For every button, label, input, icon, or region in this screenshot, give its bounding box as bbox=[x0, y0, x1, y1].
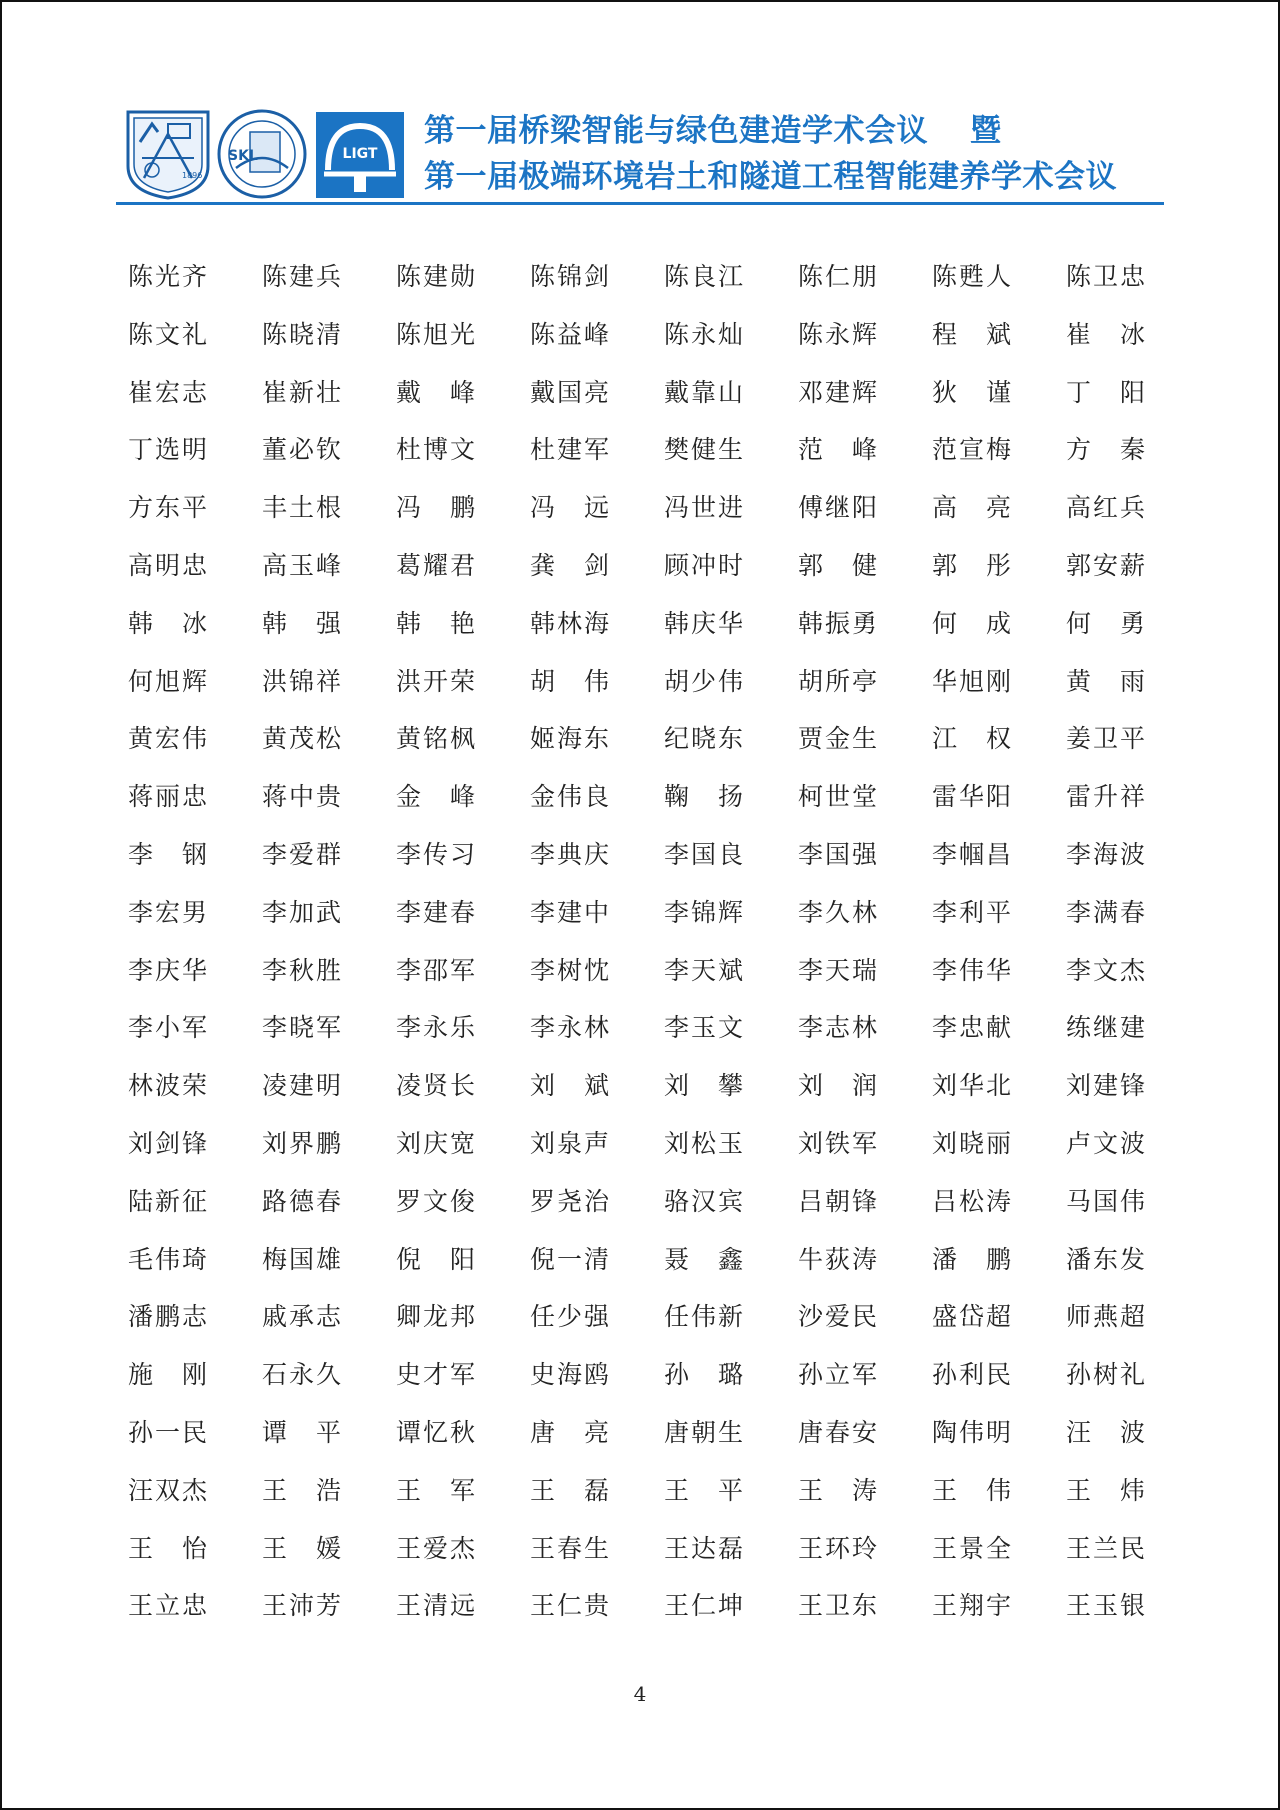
name-entry: 孙树礼 bbox=[1066, 1360, 1148, 1390]
name-entry: 杜博文 bbox=[396, 435, 478, 465]
name-entry: 高 亮 bbox=[932, 493, 1014, 523]
name-entry: 方东平 bbox=[128, 493, 210, 523]
university-logo bbox=[122, 108, 214, 200]
name-entry: 孙立军 bbox=[798, 1360, 880, 1390]
name-entry: 杜建军 bbox=[530, 435, 612, 465]
name-entry: 范宣梅 bbox=[932, 435, 1014, 465]
name-entry: 沙爱民 bbox=[798, 1302, 880, 1332]
name-entry: 陆新征 bbox=[128, 1186, 210, 1216]
name-entry: 练继建 bbox=[1066, 1013, 1148, 1043]
name-entry: 李爱群 bbox=[262, 839, 344, 869]
name-entry: 邓建辉 bbox=[798, 377, 880, 407]
name-entry: 高红兵 bbox=[1066, 493, 1148, 523]
name-entry: 韩林海 bbox=[530, 608, 612, 638]
name-entry: 汪 波 bbox=[1066, 1417, 1148, 1447]
name-entry: 龚 剑 bbox=[530, 550, 612, 580]
name-entry: 樊健生 bbox=[664, 435, 746, 465]
conference-title-1: 第一届桥梁智能与绿色建造学术会议 bbox=[424, 113, 928, 149]
name-entry: 鞠 扬 bbox=[664, 782, 746, 812]
logo-year-text: 1896 bbox=[182, 171, 203, 180]
ligt-logo bbox=[314, 108, 406, 200]
name-entry: 李文杰 bbox=[1066, 955, 1148, 985]
name-entry: 丁选明 bbox=[128, 435, 210, 465]
name-entry: 刘 攀 bbox=[664, 1071, 746, 1101]
name-entry: 李忠献 bbox=[932, 1013, 1014, 1043]
name-entry: 罗文俊 bbox=[396, 1186, 478, 1216]
name-entry: 华旭刚 bbox=[932, 666, 1014, 696]
name-entry: 刘 润 bbox=[798, 1071, 880, 1101]
name-entry: 韩振勇 bbox=[798, 608, 880, 638]
name-entry: 戴国亮 bbox=[530, 377, 612, 407]
name-entry: 王 怡 bbox=[128, 1533, 210, 1563]
name-entry: 胡所亭 bbox=[798, 666, 880, 696]
name-entry: 罗尧治 bbox=[530, 1186, 612, 1216]
name-entry: 程 斌 bbox=[932, 319, 1014, 349]
page-number: 4 bbox=[633, 1682, 647, 1706]
name-entry: 陈仁朋 bbox=[798, 262, 880, 291]
name-entry: 李永林 bbox=[530, 1013, 612, 1043]
name-entry: 刘松玉 bbox=[664, 1128, 746, 1158]
name-entry: 牛荻涛 bbox=[798, 1244, 880, 1274]
name-entry: 王翔宇 bbox=[932, 1591, 1014, 1621]
name-entry: 孙一民 bbox=[128, 1417, 210, 1447]
name-entry: 李晓军 bbox=[262, 1013, 344, 1043]
name-entry: 李国良 bbox=[664, 839, 746, 869]
name-entry: 汪双杰 bbox=[128, 1475, 210, 1505]
name-entry: 李 钢 bbox=[128, 839, 210, 869]
logo-skl-text: SKL bbox=[228, 148, 258, 164]
name-entry: 刘华北 bbox=[932, 1071, 1014, 1101]
name-list bbox=[128, 257, 1168, 1644]
name-entry: 崔宏志 bbox=[128, 377, 210, 407]
name-entry: 刘铁军 bbox=[798, 1128, 880, 1158]
name-entry: 潘东发 bbox=[1066, 1244, 1148, 1274]
name-entry: 方 秦 bbox=[1066, 435, 1148, 465]
name-entry: 戴靠山 bbox=[664, 377, 746, 407]
name-entry: 黄 雨 bbox=[1066, 666, 1148, 696]
name-entry: 高玉峰 bbox=[262, 550, 344, 580]
name-entry: 吕朝锋 bbox=[798, 1186, 880, 1216]
name-entry: 倪 阳 bbox=[396, 1244, 478, 1274]
name-entry: 卢文波 bbox=[1066, 1128, 1148, 1158]
name-entry: 李永乐 bbox=[396, 1013, 478, 1043]
name-entry: 任少强 bbox=[530, 1302, 612, 1332]
name-entry: 王达磊 bbox=[664, 1533, 746, 1563]
name-entry: 谭忆秋 bbox=[396, 1417, 478, 1447]
name-entry: 郭 健 bbox=[798, 550, 880, 580]
name-entry: 石永久 bbox=[262, 1360, 344, 1390]
name-entry: 潘鹏志 bbox=[128, 1302, 210, 1332]
name-entry: 柯世堂 bbox=[798, 782, 880, 812]
name-entry: 洪开荣 bbox=[396, 666, 478, 696]
conference-header bbox=[122, 102, 1164, 202]
name-entry: 高明忠 bbox=[128, 550, 210, 580]
name-entry: 孙利民 bbox=[932, 1360, 1014, 1390]
name-entry: 王 媛 bbox=[262, 1533, 344, 1563]
name-entry: 施 刚 bbox=[128, 1360, 210, 1390]
name-entry: 王 磊 bbox=[530, 1475, 612, 1505]
name-entry: 胡 伟 bbox=[530, 666, 612, 696]
name-entry: 雷升祥 bbox=[1066, 782, 1148, 812]
name-entry: 金 峰 bbox=[396, 782, 478, 812]
name-entry: 戴 峰 bbox=[396, 377, 478, 407]
name-entry: 陈永灿 bbox=[664, 319, 746, 349]
name-entry: 纪晓东 bbox=[664, 724, 746, 754]
name-entry: 刘泉声 bbox=[530, 1128, 612, 1158]
name-entry: 师燕超 bbox=[1066, 1302, 1148, 1332]
name-entry: 何旭辉 bbox=[128, 666, 210, 696]
name-entry: 冯世进 bbox=[664, 493, 746, 523]
name-entry: 傅继阳 bbox=[798, 493, 880, 523]
name-entry: 王兰民 bbox=[1066, 1533, 1148, 1563]
name-entry: 王立忠 bbox=[128, 1591, 210, 1621]
name-entry: 黄宏伟 bbox=[128, 724, 210, 754]
name-entry: 洪锦祥 bbox=[262, 666, 344, 696]
name-entry: 李久林 bbox=[798, 897, 880, 927]
name-entry: 郭安薪 bbox=[1066, 550, 1148, 580]
logo-ligt-text: LIGT bbox=[342, 146, 378, 162]
conference-title-line-2: 第一届极端环境岩土和隧道工程智能建养学术会议 bbox=[424, 159, 1117, 195]
name-entry: 葛耀君 bbox=[396, 550, 478, 580]
name-entry: 雷华阳 bbox=[932, 782, 1014, 812]
skl-lab-logo bbox=[216, 108, 308, 200]
name-entry: 王 伟 bbox=[932, 1475, 1014, 1505]
name-entry: 史海鸥 bbox=[530, 1360, 612, 1390]
name-entry: 任伟新 bbox=[664, 1302, 746, 1332]
name-entry: 陈建勋 bbox=[396, 262, 478, 291]
name-entry: 何 成 bbox=[932, 608, 1014, 638]
name-entry: 丁 阳 bbox=[1066, 377, 1148, 407]
name-entry: 李天瑞 bbox=[798, 955, 880, 985]
conference-title-line-1 bbox=[424, 108, 1164, 154]
name-entry: 王 浩 bbox=[262, 1475, 344, 1505]
name-entry: 董必钦 bbox=[262, 435, 344, 465]
name-entry: 陈卫忠 bbox=[1066, 262, 1148, 291]
name-entry: 冯 鹏 bbox=[396, 493, 478, 523]
name-entry: 戚承志 bbox=[262, 1302, 344, 1332]
name-entry: 倪一清 bbox=[530, 1244, 612, 1274]
name-entry: 吕松涛 bbox=[932, 1186, 1014, 1216]
name-entry: 李海波 bbox=[1066, 839, 1148, 869]
name-entry: 陈良江 bbox=[664, 262, 746, 291]
name-entry: 李秋胜 bbox=[262, 955, 344, 985]
name-entry: 刘晓丽 bbox=[932, 1128, 1014, 1158]
name-entry: 毛伟琦 bbox=[128, 1244, 210, 1274]
name-entry: 刘界鹏 bbox=[262, 1128, 344, 1158]
name-entry: 陈晓清 bbox=[262, 319, 344, 349]
name-entry: 李国强 bbox=[798, 839, 880, 869]
name-entry: 梅国雄 bbox=[262, 1244, 344, 1274]
name-entry: 聂 鑫 bbox=[664, 1244, 746, 1274]
name-entry: 刘 斌 bbox=[530, 1071, 612, 1101]
name-entry: 陈锦剑 bbox=[530, 262, 612, 291]
name-entry: 江 权 bbox=[932, 724, 1014, 754]
name-entry: 李玉文 bbox=[664, 1013, 746, 1043]
name-entry: 潘 鹏 bbox=[932, 1244, 1014, 1274]
name-entry: 王环玲 bbox=[798, 1533, 880, 1563]
name-entry: 李传习 bbox=[396, 839, 478, 869]
name-entry: 蒋中贵 bbox=[262, 782, 344, 812]
name-entry: 马国伟 bbox=[1066, 1186, 1148, 1216]
name-entry: 冯 远 bbox=[530, 493, 612, 523]
name-entry: 陈光齐 bbox=[128, 262, 210, 291]
name-entry: 谭 平 bbox=[262, 1417, 344, 1447]
name-entry: 金伟良 bbox=[530, 782, 612, 812]
title-connector: 暨 bbox=[970, 113, 1002, 149]
name-entry: 王春生 bbox=[530, 1533, 612, 1563]
name-entry: 李建春 bbox=[396, 897, 478, 927]
name-entry: 陈益峰 bbox=[530, 319, 612, 349]
name-entry: 崔新壮 bbox=[262, 377, 344, 407]
name-entry: 卿龙邦 bbox=[396, 1302, 478, 1332]
name-entry: 李庆华 bbox=[128, 955, 210, 985]
name-entry: 顾冲时 bbox=[664, 550, 746, 580]
name-entry: 丰土根 bbox=[262, 493, 344, 523]
name-entry: 李建中 bbox=[530, 897, 612, 927]
name-entry: 陶伟明 bbox=[932, 1417, 1014, 1447]
name-entry: 李帼昌 bbox=[932, 839, 1014, 869]
name-entry: 孙 璐 bbox=[664, 1360, 746, 1390]
name-entry: 陈永辉 bbox=[798, 319, 880, 349]
name-entry: 王清远 bbox=[396, 1591, 478, 1621]
name-entry: 刘庆宽 bbox=[396, 1128, 478, 1158]
name-entry: 凌贤长 bbox=[396, 1071, 478, 1101]
name-entry: 刘剑锋 bbox=[128, 1128, 210, 1158]
name-entry: 李树忱 bbox=[530, 955, 612, 985]
name-entry: 李天斌 bbox=[664, 955, 746, 985]
name-entry: 李小军 bbox=[128, 1013, 210, 1043]
name-entry: 韩 冰 bbox=[128, 608, 210, 638]
name-entry: 林波荣 bbox=[128, 1071, 210, 1101]
name-entry: 王景全 bbox=[932, 1533, 1014, 1563]
name-entry: 韩 艳 bbox=[396, 608, 478, 638]
name-entry: 陈甦人 bbox=[932, 262, 1014, 291]
name-entry: 李满春 bbox=[1066, 897, 1148, 927]
name-entry: 姜卫平 bbox=[1066, 724, 1148, 754]
name-entry: 李锦辉 bbox=[664, 897, 746, 927]
header-divider bbox=[116, 202, 1164, 205]
name-entry: 王仁贵 bbox=[530, 1591, 612, 1621]
name-entry: 黄铭枫 bbox=[396, 724, 478, 754]
name-entry: 李典庆 bbox=[530, 839, 612, 869]
name-entry: 王卫东 bbox=[798, 1591, 880, 1621]
name-entry: 王 平 bbox=[664, 1475, 746, 1505]
name-entry: 韩 强 bbox=[262, 608, 344, 638]
name-entry: 王沛芳 bbox=[262, 1591, 344, 1621]
name-entry: 蒋丽忠 bbox=[128, 782, 210, 812]
name-entry: 黄茂松 bbox=[262, 724, 344, 754]
name-entry: 史才军 bbox=[396, 1360, 478, 1390]
name-entry: 王玉银 bbox=[1066, 1591, 1148, 1621]
name-entry: 胡少伟 bbox=[664, 666, 746, 696]
name-entry: 王 炜 bbox=[1066, 1475, 1148, 1505]
name-entry: 盛岱超 bbox=[932, 1302, 1014, 1332]
name-entry: 李志林 bbox=[798, 1013, 880, 1043]
name-entry: 郭 彤 bbox=[932, 550, 1014, 580]
name-entry: 姬海东 bbox=[530, 724, 612, 754]
name-entry: 路德春 bbox=[262, 1186, 344, 1216]
name-entry: 李邵军 bbox=[396, 955, 478, 985]
name-entry: 唐春安 bbox=[798, 1417, 880, 1447]
name-entry: 李伟华 bbox=[932, 955, 1014, 985]
name-entry: 陈旭光 bbox=[396, 319, 478, 349]
name-entry: 何 勇 bbox=[1066, 608, 1148, 638]
name-entry: 陈文礼 bbox=[128, 319, 210, 349]
name-entry: 韩庆华 bbox=[664, 608, 746, 638]
name-entry: 王 军 bbox=[396, 1475, 478, 1505]
name-entry: 崔 冰 bbox=[1066, 319, 1148, 349]
name-entry: 陈建兵 bbox=[262, 262, 344, 291]
name-entry: 王爱杰 bbox=[396, 1533, 478, 1563]
name-entry: 狄 谨 bbox=[932, 377, 1014, 407]
name-entry: 唐 亮 bbox=[530, 1417, 612, 1447]
name-entry: 骆汉宾 bbox=[664, 1186, 746, 1216]
name-entry: 凌建明 bbox=[262, 1071, 344, 1101]
name-entry: 范 峰 bbox=[798, 435, 880, 465]
name-entry: 李利平 bbox=[932, 897, 1014, 927]
name-entry: 唐朝生 bbox=[664, 1417, 746, 1447]
name-entry: 刘建锋 bbox=[1066, 1071, 1148, 1101]
name-entry: 王仁坤 bbox=[664, 1591, 746, 1621]
name-entry: 李宏男 bbox=[128, 897, 210, 927]
name-entry: 贾金生 bbox=[798, 724, 880, 754]
name-entry: 王 涛 bbox=[798, 1475, 880, 1505]
name-entry: 李加武 bbox=[262, 897, 344, 927]
